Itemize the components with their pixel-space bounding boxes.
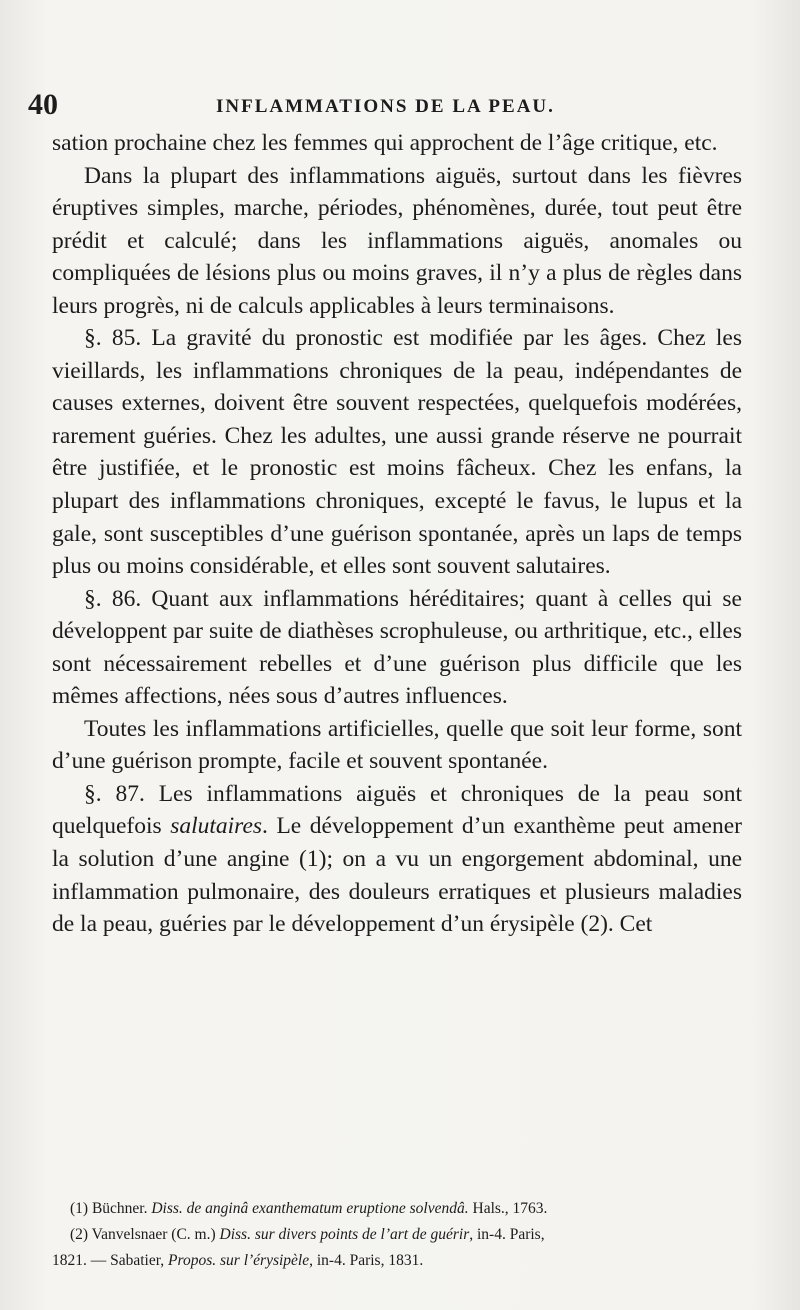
footnote-2-continuation (52, 1248, 752, 1274)
footnote-2 (52, 1222, 752, 1248)
footnote-1-imprint: Hals., 1763. (468, 1200, 548, 1217)
paragraph-artificial-inflammations: Toutes les inflammations artificielles, quelle que soit leur forme, sont d’une guérison prompte, facile et souvent spontanée. (52, 715, 742, 775)
page-number: 40 (28, 88, 58, 121)
body-text (52, 127, 742, 941)
running-head: INFLAMMATIONS DE LA PEAU. (216, 96, 555, 117)
section-87-text-a: §. 87. Les inflammations aiguës et chroniques de la peau sont quelquefois (52, 780, 742, 840)
paragraph-section-85: §. 85. La gravité du pronostic est modifiée par les âges. Chez les vieillards, les inflammations chroniques de la peau, indépendantes de causes externes, doivent être souvent respectées, quelquefois modérées, rarement guéries. Chez les adultes, une aussi grande réserve ne pourrait être justifiée, et le pronostic est moins fâcheux. Chez les enfans, la plupart des inflammations chroniques, excepté le favus, le lupus et la gale, sont susceptibles d’une guérison spontanée, après un laps de temps plus ou moins considérable, et elles sont souvent salutaires. (52, 325, 742, 580)
footnote-2-second-imprint: , in-4. Paris, 1831. (309, 1252, 424, 1269)
page-header (28, 88, 748, 128)
paragraph-section-87 (52, 778, 742, 941)
footnote-1-title: Diss. de anginâ exanthematum eruptione solvendâ. (151, 1200, 469, 1217)
paragraph-section-86: §. 86. Quant aux inflammations héréditaires; quant à celles qui se développent par suite de diathèses scrophuleuse, ou arthritique, etc., elles sont nécessairement rebelles et d’une guérison plus difficile que les mêmes affections, nées sous d’autres influences. (52, 585, 742, 710)
paragraph-continuation: sation prochaine chez les femmes qui approchent de l’âge critique, etc. (52, 130, 718, 156)
footnote-2-year: 1821. — Sabatier, (52, 1252, 169, 1269)
footnote-2-second-title: Propos. sur l’érysipèle (168, 1252, 310, 1269)
footnote-1-author: (1) Büchner. (70, 1200, 152, 1217)
footnote-2-title: Diss. sur divers points de l’art de guérir (219, 1226, 470, 1243)
footnote-2-imprint: , in-4. Paris, (469, 1226, 545, 1243)
section-87-text-b: . Le développement d’un exanthème peut amener la solution d’une angine (1); on a vu un engorgement abdominal, une inflammation pulmonaire, des douleurs erratiques et plusieurs maladies de la peau, guéries par le développement d’un érysipèle (2). Cet (52, 813, 742, 938)
footnote-1 (52, 1196, 752, 1222)
paragraph-acute-inflammations: Dans la plupart des inflammations aiguës, surtout dans les fièvres éruptives simples, marche, périodes, phénomènes, durée, tout peut être prédit et calculé; dans les inflammations aiguës, anomales ou compliquées de lésions plus ou moins graves, il n’y a plus de règles dans leurs progrès, ni de calculs applicables à leurs terminaisons. (52, 162, 742, 319)
footnotes (52, 1196, 752, 1274)
salutaires-italic: salutaires (170, 813, 263, 840)
footnote-2-author: (2) Vanvelsnaer (C. m.) (70, 1226, 220, 1243)
